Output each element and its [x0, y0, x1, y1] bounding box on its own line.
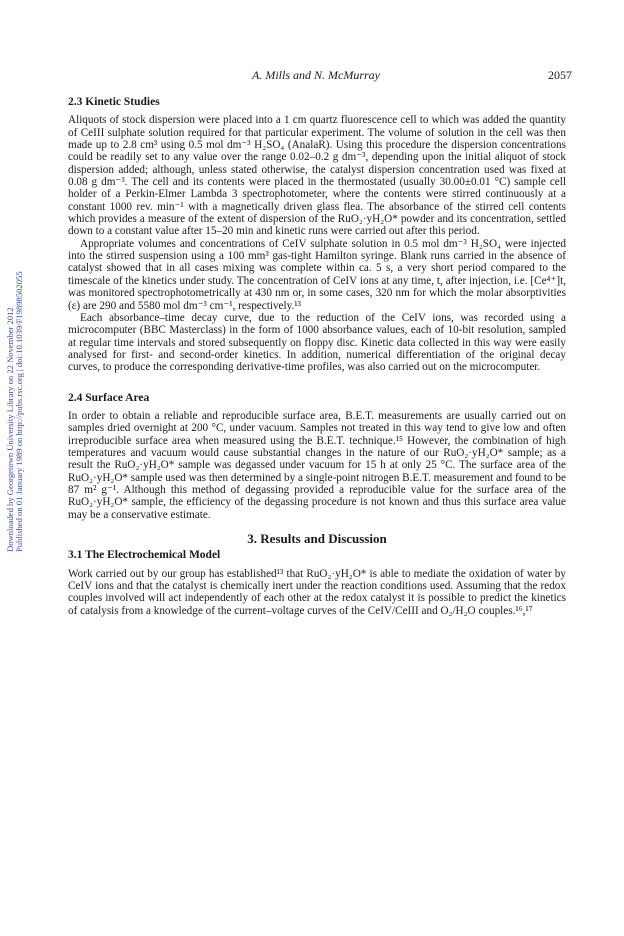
heading-surface-area: 2.4 Surface Area: [68, 391, 150, 404]
article-body: [68, 96, 566, 617]
page-number: 2057: [548, 68, 572, 82]
paragraph-electrochemical-model: Work carried out by our group has established¹³ that RuO₂·yH₂O* is able to mediate the oxidation of water by CeIV ions and that the catalyst is chemically inert under the reaction conditions used. Assuming that the redox couples involved will act independently of each other at the redox catalyst it is possible to predict the kinetics of catalysis from a knowledge of the current–voltage curves of the CeIV/CeIII and O₂/H₂O couples.¹⁶,¹⁷: [68, 567, 566, 617]
heading-kinetic-studies: 2.3 Kinetic Studies: [68, 96, 160, 108]
paragraph-kinetic-1: Aliquots of stock dispersion were placed into a 1 cm quartz fluorescence cell to which was added the quantity of CeIII sulphate solution required for that particular experiment. The volume of solution in the cell was then made up to 2.8 cm³ using 0.5 mol dm⁻³ H₂SO₄ (AnalaR). Using this procedure the dispersion concentrations could be readily set to any value over the range 0.02–0.2 g dm⁻³, depending upon the initial aliquot of stock dispersion added; although, unless stated otherwise, the catalyst dispersion concentration used was fixed at 0.08 g dm⁻³. The cell and its contents were placed in the thermostated (usually 30.00±0.01 °C) sample cell holder of a Perkin-Elmer Lambda 3 spectrophotometer, where the contents were stirred continuously at a constant 1000 rev. min⁻¹ with a magnetically driven glass flea. The absorbance of the stirred cell contents which provides a measure of the extent of dispersion of the RuO₂·yH₂O* powder and its concentration, settled down to a constant value after 15–20 min and kinetic runs were carried out after this period.: [68, 114, 566, 238]
paragraph-surface-area: In order to obtain a reliable and reproducible surface area, B.E.T. measurements are usually carried out on samples dried overnight at 200 °C, under vacuum. Samples not treated in this way tend to give low and often irreproducible surface area when measured using the B.E.T. technique.¹⁵ However, the combination of high temperatures and vacuum would cause substantial changes in the nature of our RuO₂·yH₂O* sample; as a result the RuO₂·yH₂O* sample was degassed under vacuum for 15 h at only 25 °C. The surface area of the RuO₂·yH₂O* sample used was then determined by a single-point nitrogen B.E.T. measurement and found to be 87 m² g⁻¹. Although this method of degassing provided a reproducible value for the surface area of the RuO₂·yH₂O* sample, the efficiency of the degassing procedure is not known and thus this surface area value may be a conservative estimate.: [68, 409, 566, 521]
paragraph-kinetic-2: Appropriate volumes and concentrations of CeIV sulphate solution in 0.5 mol dm⁻³ H₂SO₄ were injected into the stirred suspension using a 100 mm³ gas-tight Hamilton syringe. Blank runs carried in the absence of catalyst showed that in all cases mixing was complete within ca. 5 s, a very short period compared to the timescale of the kinetics under study. The concentration of CeIV ions at any time, t, after injection, i.e. [Ce⁴⁺]t, was monitored spectrophotometrically at 430 nm or, in some cases, 320 nm for which the molar absorptivities (ε) are 290 and 5580 mol dm⁻³ cm⁻¹, respectively.¹³: [68, 237, 566, 312]
running-authors: A. Mills and N. McMurray: [252, 68, 380, 82]
running-header: [60, 68, 572, 84]
publication-note[interactable]: Published on 01 January 1989 on http://pubs.rsc.org | doi:10.1039/F19898502055: [14, 271, 24, 552]
margin-note: [5, 212, 24, 552]
heading-electrochemical-model: 3.1 The Electrochemical Model: [68, 549, 221, 562]
download-note[interactable]: Downloaded by Georgetown University Library on 22 November 2012: [5, 307, 15, 552]
heading-results-discussion: 3. Results and Discussion: [247, 531, 387, 546]
paragraph-kinetic-3: Each absorbance–time decay curve, due to the reduction of the CeIV ions, was recorded using a microcomputer (BBC Masterclass) in the form of 1000 absorbance values, each of 10-bit resolution, sampled at regular time intervals and stored subsequently on floppy disc. Kinetic data collected in this way were easily analysed for first- and second-order kinetics. In addition, numerical differentiation of the original decay curves, to produce the corresponding derivative-time profiles, was also carried out on the microcomputer.: [68, 311, 566, 374]
